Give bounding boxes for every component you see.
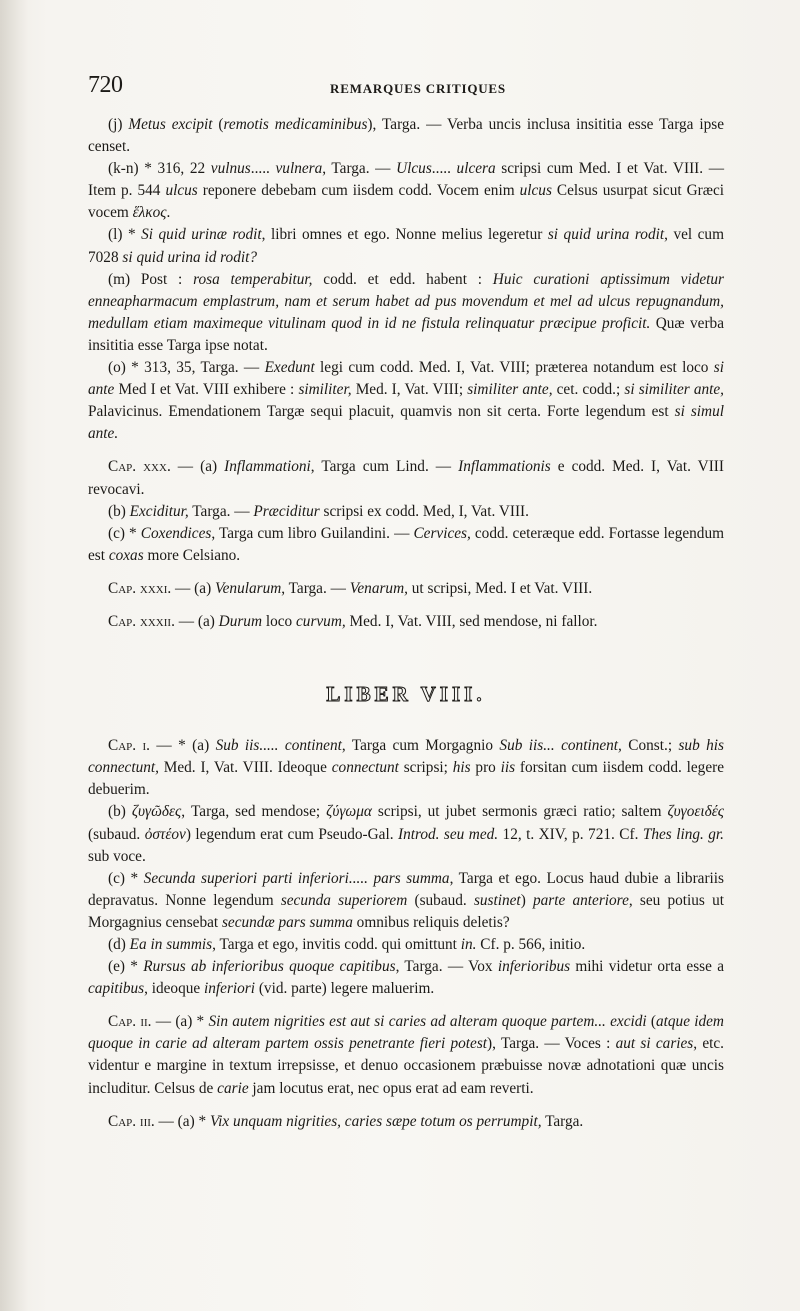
italic-text: in. xyxy=(460,936,477,953)
text-run: Cf. p. 566, initio. xyxy=(476,936,586,953)
italic-text: Coxendices xyxy=(140,524,212,542)
text-run: — (a) * xyxy=(151,1013,209,1031)
italic-text: Si quid urinæ rodit xyxy=(141,226,262,244)
italic-text: remotis medicaminibus xyxy=(223,116,368,133)
text-run: (d) xyxy=(108,936,130,953)
italic-text: ζυγῶδες xyxy=(131,803,182,821)
italic-text: si quid urina rodit xyxy=(547,226,665,244)
text-run: mihi videtur orta esse a xyxy=(570,958,724,976)
text-run: — (a) xyxy=(170,458,225,476)
italic-text: Vix unquam nigrities, caries sæpe totum os perrumpit, xyxy=(209,1112,542,1130)
text-run: Targa. — xyxy=(188,502,254,520)
text-run: omnibus reliquis deletis? xyxy=(352,913,510,931)
italic-text: Huic curationi aptissimum videtur enneapharmacum emplastrum, nam et serum habet ad pus movendum et mel ad ulcus repugnandum, medullam etiam maximeque vitulinam quod in id ne fistula relinquatur præcipue proficit. xyxy=(88,270,725,332)
text-run: , Targa et ego. Locus haud dubie a librariis depravatus. Nonne legendum xyxy=(88,869,724,909)
italic-text: Præciditur xyxy=(253,502,320,520)
text-run: ut scripsi, Med. I et Vat. VIII. xyxy=(407,579,593,597)
italic-text: rosa temperabitur, xyxy=(193,270,313,288)
text-run: — (a) xyxy=(174,612,219,630)
text-run: (m) Post : xyxy=(108,270,194,288)
text-run: (subaud. xyxy=(407,891,474,909)
text-run: more Celsiano. xyxy=(143,546,241,564)
text-run: scripsi cum Med. I et Vat. VIII. — Item p. 544 xyxy=(88,160,724,200)
italic-text: capitibus xyxy=(88,980,145,998)
book-heading: LIBER VIII. xyxy=(326,682,486,707)
note-paragraph xyxy=(88,114,724,158)
text-run: forsitan cum iisdem codd. legere debuerim. xyxy=(88,759,724,799)
italic-text: aut si caries xyxy=(615,1035,694,1053)
note-paragraph xyxy=(88,501,724,523)
text-run: scripsi; xyxy=(398,759,453,777)
text-run: Const.; xyxy=(621,737,679,755)
text-run: ..... xyxy=(250,160,276,178)
italic-text: Ea in summis xyxy=(129,936,213,953)
text-run: , Targa, sed mendose; xyxy=(181,803,327,821)
text-run: legi cum codd. Med. I, Vat. VIII; præterea notandum est loco xyxy=(314,359,714,377)
chapter-note xyxy=(88,735,724,801)
note-paragraph xyxy=(88,934,724,956)
italic-text: connectunt xyxy=(331,759,399,777)
italic-text: si simul ante. xyxy=(88,403,724,443)
page-gutter-shadow xyxy=(0,0,28,1311)
italic-text: Sub iis..... continent xyxy=(215,737,342,755)
text-run: codd. et edd. habent : xyxy=(312,270,493,288)
note-paragraph xyxy=(88,868,724,934)
chapter-label: Cap. xxxi. xyxy=(108,579,172,597)
text-run: (subaud. xyxy=(88,825,145,843)
text-run: (j) xyxy=(108,116,129,133)
italic-text: carie xyxy=(217,1079,249,1097)
text-run: ..... xyxy=(431,160,457,178)
text-run: sub voce. xyxy=(88,847,146,865)
text-run: , vel cum 7028 xyxy=(88,226,724,266)
text-run: Med I et Vat. VIII exhibere : xyxy=(114,381,299,399)
italic-text: ulcera xyxy=(456,160,496,178)
italic-text: ζύγωμα xyxy=(326,803,372,821)
text-run: Celsus usurpat sicut Græci vocem xyxy=(88,182,724,222)
chapter-note xyxy=(88,578,724,600)
text-run: , Targa cum Lind. — xyxy=(310,458,459,476)
chapter-label: Cap. i. xyxy=(108,737,150,755)
italic-text: Venarum, xyxy=(349,579,408,597)
italic-text: ἕλκος xyxy=(132,204,167,222)
italic-text: Secunda superiori parti inferiori..... pars summa xyxy=(143,869,450,887)
note-paragraph xyxy=(88,269,724,357)
text-run: (c) * xyxy=(108,869,144,887)
chapter-label: Cap. xxxii. xyxy=(108,612,175,630)
text-run: e codd. Med. I, Vat. VIII revocavi. xyxy=(88,458,724,498)
italic-text: ulcus xyxy=(165,182,198,200)
italic-text: atque idem quoque in carie ad alteram partem ossis penetrante fieri potest xyxy=(88,1013,724,1053)
text-run: Med. I, Vat. VIII; xyxy=(351,381,468,399)
text-run: ( xyxy=(646,1013,656,1031)
text-run: — (a) * xyxy=(154,1112,210,1130)
text-run: , Targa et ego, invitis codd. qui omittunt xyxy=(212,936,461,953)
note-paragraph xyxy=(88,224,724,268)
italic-text: Venularum xyxy=(214,579,282,597)
italic-text: Introd. seu med. xyxy=(397,825,499,843)
chapter-note xyxy=(88,611,724,633)
italic-text: secunda superiorem xyxy=(280,891,408,909)
text-run: (b) xyxy=(108,502,130,520)
chapter-note xyxy=(88,456,724,500)
text-run: scripsi ex codd. Med, I, Vat. VIII. xyxy=(319,502,529,520)
text-run: (e) * xyxy=(108,958,144,976)
italic-text: Cervices, xyxy=(413,524,471,542)
text-run: — * (a) xyxy=(150,737,216,755)
italic-text: si quid urina id rodit? xyxy=(122,248,257,266)
italic-text: sub his connectunt, xyxy=(88,737,724,777)
italic-text: ζυγοειδές xyxy=(667,803,724,821)
text-run: (k-n) * 316, 22 xyxy=(108,160,211,178)
italic-text: Thes ling. gr. xyxy=(642,825,724,843)
italic-text: si similiter ante, xyxy=(624,381,724,399)
italic-text: vulnera xyxy=(275,160,323,178)
italic-text: iis xyxy=(500,759,516,777)
italic-text: secundæ pars summa xyxy=(221,913,353,931)
italic-text: Rursus ab inferioribus quoque capitibus xyxy=(143,958,396,976)
italic-text: Ulcus xyxy=(396,160,432,178)
italic-text: vulnus xyxy=(210,160,251,178)
text-run: ) xyxy=(520,891,533,909)
page-body xyxy=(88,114,724,1133)
italic-text: Durum xyxy=(218,612,262,630)
text-run: , Targa cum Morgagnio xyxy=(341,737,500,755)
text-run: , seu potius ut Morgagnius censebat xyxy=(88,891,724,931)
italic-text: Sin autem nigrities est aut si caries ad alteram quoque partem... excidi xyxy=(208,1013,647,1031)
text-run: pro xyxy=(470,759,501,777)
text-run: (vid. parte) legere maluerim. xyxy=(255,980,435,998)
text-run: , etc. videntur e margine in textum irrepsisse, et denuo occasionem præbuisse novæ adnotationi quæ uncis includitur. Celsus de xyxy=(88,1035,724,1097)
italic-text: sustinet xyxy=(473,891,521,909)
italic-text: Sub iis... continent, xyxy=(499,737,622,755)
text-run: loco xyxy=(262,612,296,630)
text-run: reponere debebam cum iisdem codd. Vocem enim xyxy=(197,182,520,200)
text-run: — (a) xyxy=(171,579,215,597)
chapter-note xyxy=(88,1011,724,1099)
text-run: ( xyxy=(212,116,224,133)
text-run: , Targa. — Vox xyxy=(395,958,498,976)
italic-text: Inflammationis xyxy=(458,458,551,476)
text-run: scripsi, ut jubet sermonis græci ratio; saltem xyxy=(371,803,668,821)
italic-text: inferioribus xyxy=(497,958,571,976)
text-run: ), Targa. — Verba uncis inclusa insititia esse Targa ipse censet. xyxy=(88,116,725,156)
italic-text: his xyxy=(452,759,471,777)
chapter-label: Cap. xxx. xyxy=(108,458,171,476)
text-run: (b) xyxy=(108,803,132,821)
note-paragraph xyxy=(88,801,724,867)
page-number: 720 xyxy=(88,72,123,98)
text-run: , ideoque xyxy=(144,980,204,998)
text-run: , libri omnes et ego. Nonne melius legeretur xyxy=(261,226,548,244)
italic-text: si ante xyxy=(88,359,724,399)
text-run: , Targa. — xyxy=(281,579,350,597)
text-run: , Targa cum libro Guilandini. — xyxy=(211,524,414,542)
text-run: Targa. xyxy=(541,1112,584,1130)
italic-text: similiter ante, xyxy=(467,381,553,399)
italic-text: ulcus xyxy=(519,182,552,200)
chapter-label: Cap. iii. xyxy=(108,1112,155,1130)
note-paragraph xyxy=(88,357,724,445)
italic-text: Exedunt xyxy=(264,359,315,377)
text-run: cet. codd.; xyxy=(552,381,625,399)
running-head: REMARQUES CRITIQUES xyxy=(330,81,506,96)
italic-text: Inflammationi xyxy=(224,458,311,476)
italic-text: curvum, xyxy=(296,612,346,630)
chapter-note xyxy=(88,1111,724,1133)
text-run: ) legendum erat cum Pseudo-Gal. xyxy=(185,825,398,843)
text-run: 12, t. XIV, p. 721. Cf. xyxy=(498,825,643,843)
note-paragraph xyxy=(88,158,724,224)
text-run: (o) * 313, 35, Targa. — xyxy=(108,359,265,377)
text-run: . xyxy=(166,204,171,222)
italic-text: inferiori xyxy=(204,980,255,998)
italic-text: Exciditur, xyxy=(129,502,189,520)
text-run: jam locutus erat, nec opus erat ad eam reverti. xyxy=(248,1079,534,1097)
text-run: codd. ceteræque edd. Fortasse legendum est xyxy=(88,524,725,564)
italic-text: coxas xyxy=(108,546,144,564)
page-header xyxy=(88,72,720,108)
italic-text: parte anteriore xyxy=(533,891,629,909)
text-run: Med. I, Vat. VIII, sed mendose, ni fallor. xyxy=(345,612,598,630)
text-run: Med. I, Vat. VIII. Ideoque xyxy=(158,759,332,777)
text-run: Palavicinus. Emendationem Targæ sequi placuit, quamvis non sit certa. Forte legendum est xyxy=(88,403,675,421)
italic-text: similiter, xyxy=(298,381,352,399)
note-paragraph xyxy=(88,956,724,1000)
text-run: , Targa. — xyxy=(322,160,397,178)
text-run: Quæ verba insititia esse Targa ipse notat. xyxy=(88,314,724,354)
text-run: (l) * xyxy=(108,226,142,244)
text-run: (c) * xyxy=(108,524,141,542)
italic-text: Metus excipit xyxy=(128,116,213,133)
chapter-label: Cap. ii. xyxy=(108,1013,152,1031)
italic-text: ὀστέον xyxy=(144,825,186,843)
text-run: ), Targa. — Voces : xyxy=(487,1035,616,1053)
note-paragraph xyxy=(88,523,724,567)
